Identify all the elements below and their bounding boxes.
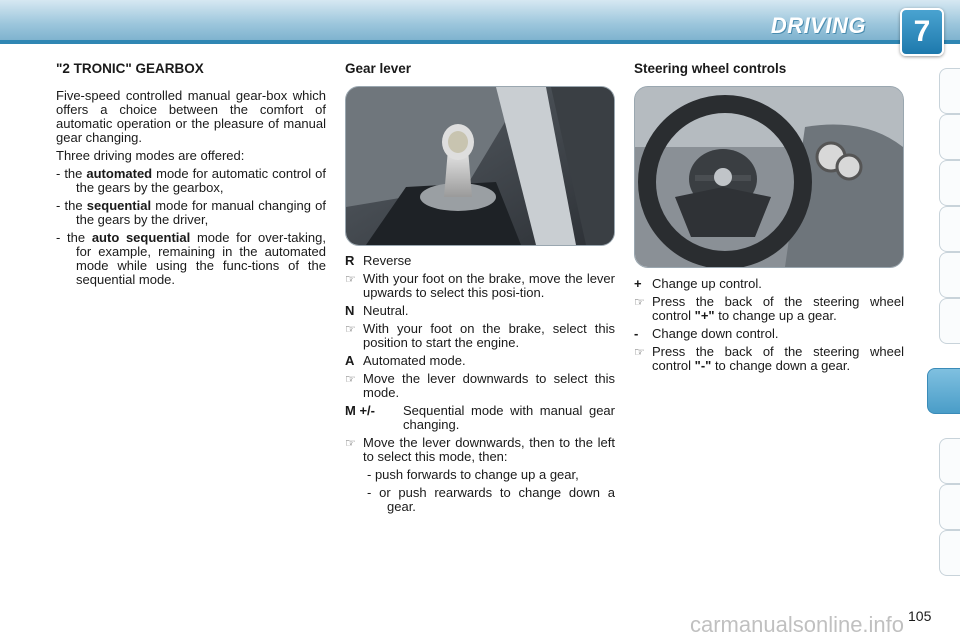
chapter-tabs xyxy=(926,68,960,574)
steering-item xyxy=(634,295,904,323)
mode-description: mode for over-taking, for example, remaining in the automated mode while using the func-tions of the sequential mode. xyxy=(76,230,326,287)
page-number: 105 xyxy=(908,608,932,624)
steering-item xyxy=(634,327,904,341)
page-header xyxy=(0,0,960,48)
mode-name: automated xyxy=(86,166,153,181)
item-text-post: to change up a gear. xyxy=(718,308,837,323)
mode-description: mode for automatic control of the gears by the gearbox, xyxy=(76,166,326,195)
item-key: N xyxy=(345,303,355,318)
chapter-tab[interactable] xyxy=(939,68,960,114)
header-rule xyxy=(0,40,960,44)
mode-prefix: - the xyxy=(56,166,83,181)
lever-item xyxy=(345,404,615,432)
pointing-hand-icon: ☞ xyxy=(345,322,356,336)
lever-item xyxy=(345,254,615,268)
item-text xyxy=(652,345,904,373)
steering-list xyxy=(634,277,904,373)
sub-item: - push forwards to change up a gear, xyxy=(367,467,579,482)
item-key: M +/- xyxy=(345,403,375,418)
item-text xyxy=(652,295,904,323)
mode-prefix: - the xyxy=(56,198,83,213)
sub-item: - or push rearwards to change down a gear. xyxy=(367,485,615,514)
item-text: Change down control. xyxy=(652,326,779,341)
steering-item xyxy=(634,345,904,373)
lever-item xyxy=(345,304,615,318)
item-text: Automated mode. xyxy=(363,353,466,368)
chapter-tab[interactable] xyxy=(939,252,960,298)
item-text: Reverse xyxy=(363,253,412,268)
modes-intro: Three driving modes are offered: xyxy=(56,148,245,163)
pointing-hand-icon: ☞ xyxy=(345,436,356,450)
lever-item xyxy=(345,372,615,400)
gear-lever-photo xyxy=(345,86,615,246)
item-key: A xyxy=(345,353,355,368)
pointing-hand-icon: ☞ xyxy=(634,345,645,359)
lever-item xyxy=(345,272,615,300)
mode-description: mode for manual changing of the gears by the driver, xyxy=(76,198,326,227)
gearbox-intro: Five-speed controlled manual gear-box which offers a choice between the comfort of automatic operation or the pleasure of manual gear changing. xyxy=(56,88,326,145)
steering-column xyxy=(634,62,904,76)
pointing-hand-icon: ☞ xyxy=(634,295,645,309)
lever-item xyxy=(345,436,615,464)
steering-item xyxy=(634,277,904,291)
gear-lever-illustration xyxy=(346,87,614,245)
watermark: carmanualsonline.info xyxy=(690,612,905,637)
control-symbol: "+" xyxy=(694,308,715,323)
lever-item xyxy=(345,354,615,368)
chapter-tab[interactable] xyxy=(939,484,960,530)
item-text-main: Press the back of the steering wheel control xyxy=(652,344,904,373)
item-text: Change up control. xyxy=(652,276,762,291)
chapter-tab-active[interactable] xyxy=(927,368,960,414)
chapter-tab[interactable] xyxy=(939,160,960,206)
chapter-tab[interactable] xyxy=(939,298,960,344)
mode-item xyxy=(56,199,326,227)
item-key: + xyxy=(634,276,642,291)
pointing-hand-icon: ☞ xyxy=(345,272,356,286)
steering-wheel-photo xyxy=(634,86,904,268)
mode-item xyxy=(56,167,326,195)
steering-heading: Steering wheel controls xyxy=(634,61,787,76)
chapter-tab[interactable] xyxy=(939,438,960,484)
gear-lever-column xyxy=(345,62,615,76)
item-text-main: Press the back of the steering wheel control xyxy=(652,294,904,323)
chapter-tab[interactable] xyxy=(939,114,960,160)
chapter-tab[interactable] xyxy=(939,206,960,252)
gearbox-heading: "2 TRONIC" GEARBOX xyxy=(56,61,204,76)
gear-lever-list xyxy=(345,254,615,514)
steering-wheel-illustration xyxy=(635,87,903,267)
item-text: Neutral. xyxy=(363,303,409,318)
item-text: Move the lever downwards, then to the left to select this mode, then: xyxy=(363,435,615,464)
item-text-post: to change down a gear. xyxy=(714,358,851,373)
item-key: - xyxy=(634,326,639,341)
gearbox-column xyxy=(56,62,326,287)
control-symbol: "-" xyxy=(694,358,712,373)
mode-item xyxy=(56,231,326,287)
pointing-hand-icon: ☞ xyxy=(345,372,356,386)
mode-name: sequential xyxy=(86,198,152,213)
item-text: With your foot on the brake, move the lever upwards to select this posi-tion. xyxy=(363,271,615,300)
gear-lever-heading: Gear lever xyxy=(345,61,412,76)
item-text: With your foot on the brake, select this position to start the engine. xyxy=(363,321,615,350)
chapter-tab[interactable] xyxy=(939,530,960,576)
item-text: Move the lever downwards to select this mode. xyxy=(363,371,615,400)
item-text: Sequential mode with manual gear changing. xyxy=(403,403,615,432)
item-key: R xyxy=(345,253,355,268)
mode-name: auto sequential xyxy=(91,230,191,245)
chapter-title: DRIVING xyxy=(770,13,866,38)
mode-prefix: - the xyxy=(56,230,86,245)
lever-item xyxy=(345,322,615,350)
chapter-number-badge: 7 xyxy=(900,8,944,56)
